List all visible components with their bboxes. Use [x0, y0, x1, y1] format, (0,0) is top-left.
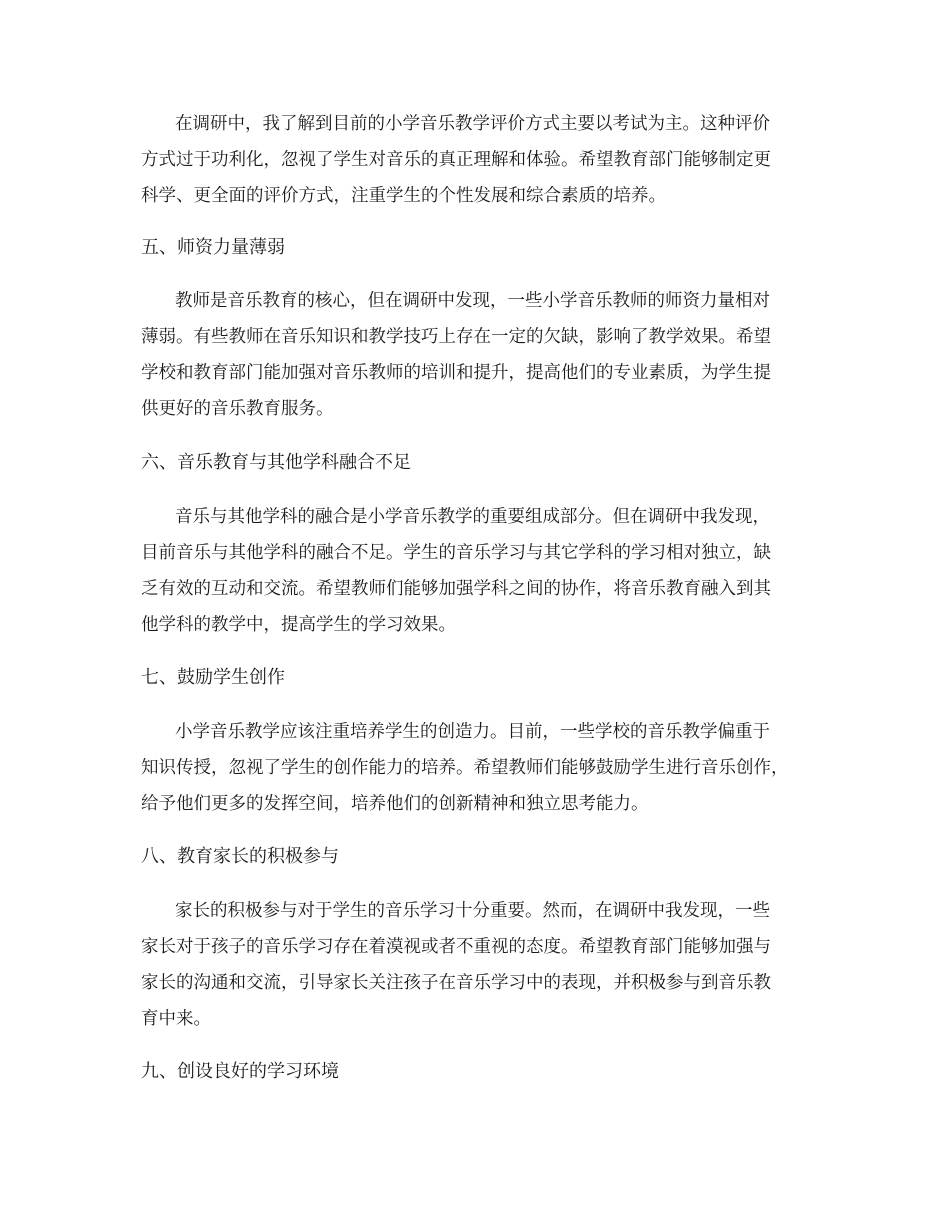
paragraph-line: 知识传授，忽视了学生的创作能力的培养。希望教师们能够鼓励学生进行音乐创作，	[141, 758, 789, 778]
section-heading: 六、音乐教育与其他学科融合不足	[141, 452, 411, 473]
section-heading: 八、教育家长的积极参与	[141, 846, 339, 867]
paragraph-line: 家长对于孩子的音乐学习存在着漠视或者不重视的态度。希望教育部门能够加强与	[141, 937, 771, 957]
paragraph-line: 他学科的教学中，提高学生的学习效果。	[141, 615, 456, 635]
section-heading: 七、鼓励学生创作	[141, 667, 285, 688]
paragraph-line: 教师是音乐教育的核心，但在调研中发现，一些小学音乐教师的师资力量相对	[175, 291, 770, 311]
paragraph-line: 科学、更全面的评价方式，注重学生的个性发展和综合素质的培养。	[141, 186, 666, 206]
paragraph-line: 供更好的音乐教育服务。	[141, 399, 334, 419]
paragraph-line: 小学音乐教学应该注重培养学生的创造力。目前，一些学校的音乐教学偏重于	[175, 722, 770, 742]
paragraph-line: 薄弱。有些教师在音乐知识和教学技巧上存在一定的欠缺，影响了教学效果。希望	[141, 327, 771, 347]
paragraph-line: 方式过于功利化，忽视了学生对音乐的真正理解和体验。希望教育部门能够制定更	[141, 150, 771, 170]
paragraph-line: 家长的积极参与对于学生的音乐学习十分重要。然而，在调研中我发现，一些	[175, 901, 770, 921]
section-heading: 九、创设良好的学习环境	[141, 1061, 339, 1082]
paragraph-line: 在调研中，我了解到目前的小学音乐教学评价方式主要以考试为主。这种评价	[175, 114, 770, 134]
paragraph-line: 音乐与其他学科的融合是小学音乐教学的重要组成部分。但在调研中我发现，	[175, 507, 770, 527]
section-heading: 五、师资力量薄弱	[141, 237, 285, 258]
paragraph-line: 目前音乐与其他学科的融合不足。学生的音乐学习与其它学科的学习相对独立，缺	[141, 543, 771, 563]
paragraph-line: 学校和教育部门能加强对音乐教师的培训和提升，提高他们的专业素质，为学生提	[141, 363, 771, 383]
paragraph-line: 乏有效的互动和交流。希望教师们能够加强学科之间的协作，将音乐教育融入到其	[141, 579, 771, 599]
paragraph-line: 家长的沟通和交流，引导家长关注孩子在音乐学习中的表现，并积极参与到音乐教	[141, 973, 771, 993]
paragraph-line: 育中来。	[141, 1009, 211, 1029]
paragraph-line: 给予他们更多的发挥空间，培养他们的创新精神和独立思考能力。	[141, 794, 649, 814]
